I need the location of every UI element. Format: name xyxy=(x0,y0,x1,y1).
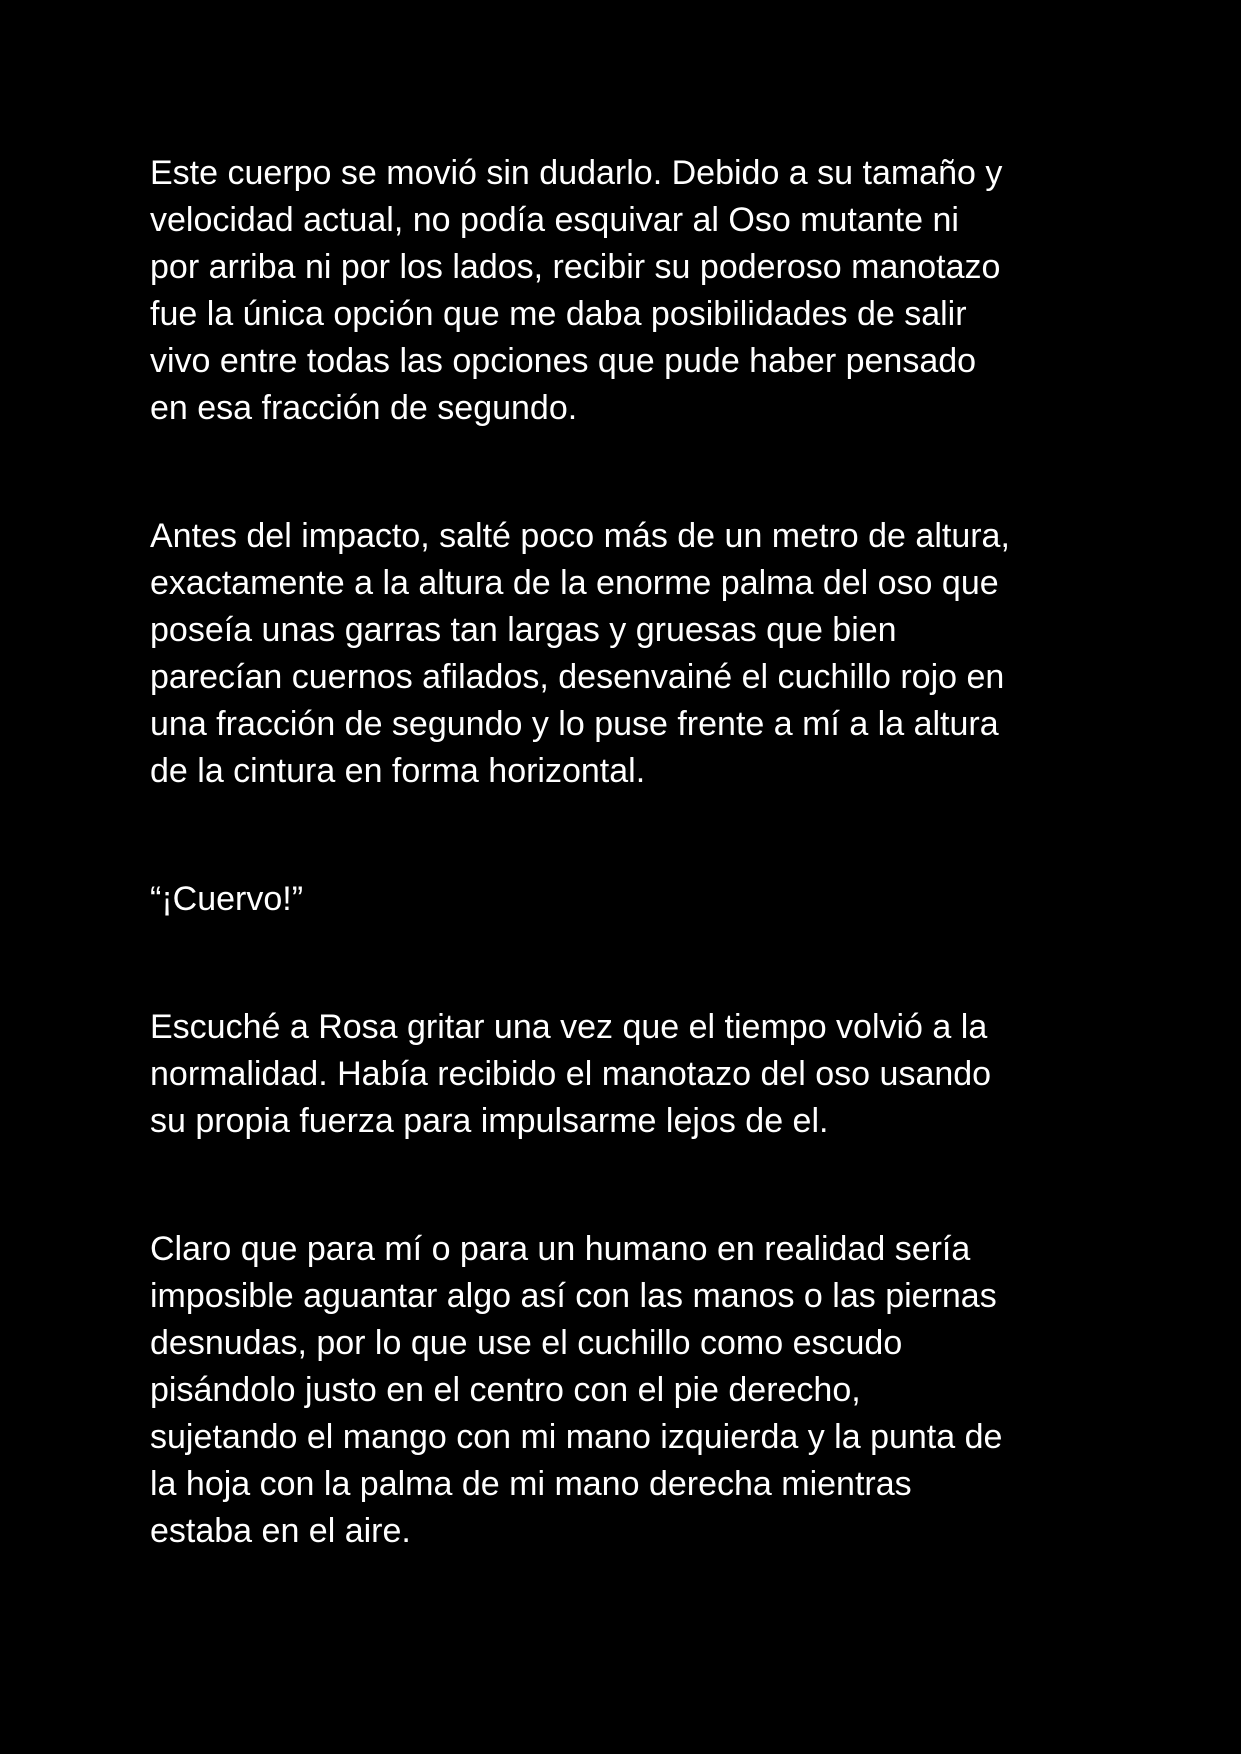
paragraph-2: Antes del impacto, salté poco más de un metro de altura, exactamente a la altura de la enorme palma del oso que poseía unas garras tan largas y gruesas que bien parecían cuernos afilados, desenvainé el cuchillo rojo en una fracción de segundo y lo puse frente a mí a la altura de la cintura en forma horizontal. xyxy=(150,517,1010,790)
paragraph-5: Claro que para mí o para un humano en realidad sería imposible aguantar algo así con las manos o las piernas desnudas, por lo que use el cuchillo como escudo pisándolo justo en el centro con el pie derecho, sujetando el mango con mi mano izquierda y la punta de la hoja con la palma de mi mano derecha mientras estaba en el aire. xyxy=(150,1230,1003,1550)
paragraph-3: “¡Cuervo!” xyxy=(150,880,304,918)
document-body xyxy=(150,150,1110,1555)
paragraph-4: Escuché a Rosa gritar una vez que el tiempo volvió a la normalidad. Había recibido el manotazo del oso usando su propia fuerza para impulsarme lejos de el. xyxy=(150,1008,992,1140)
paragraph-1: Este cuerpo se movió sin dudarlo. Debido a su tamaño y velocidad actual, no podía esquivar al Oso mutante ni por arriba ni por los lados, recibir su poderoso manotazo fue la única opción que me daba posibilidades de salir vivo entre todas las opciones que pude haber pensado en esa fracción de segundo. xyxy=(150,154,1003,427)
